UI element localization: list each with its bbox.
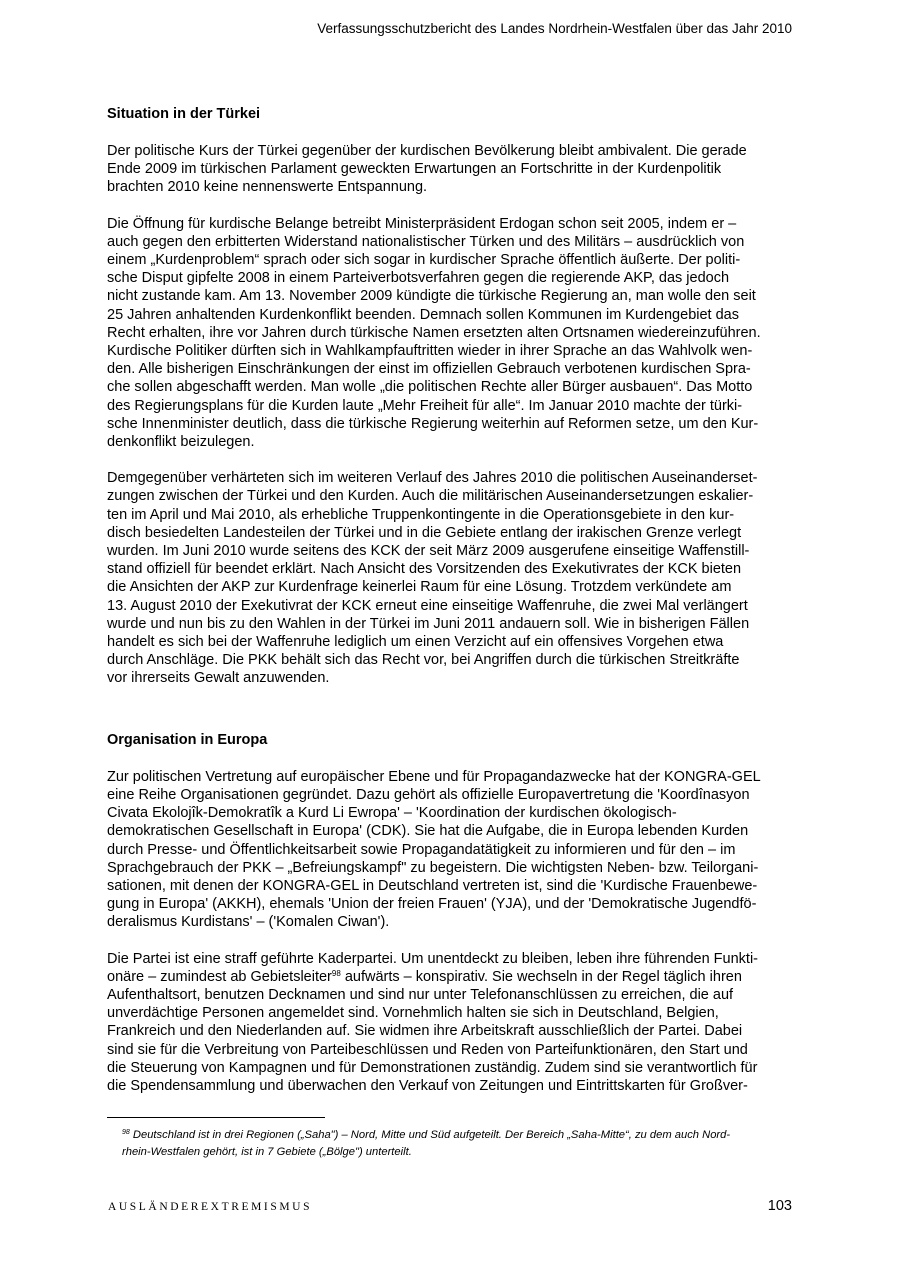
text-line: den. Alle bisherigen Einschränkungen der einst im offiziellen Gebrauch verbotenen kurdischen Spra- [107,361,751,378]
text-line: eine Reihe Organisationen gegründet. Dazu gehört als offizielle Europavertretung die 'Koordînasyon [107,786,750,803]
text-line: Recht erhalten, ihre vor Jahren durch türkische Namen ersetzten alten Ortsnamen wiedereinzuführen. [107,324,761,341]
paragraph [107,768,793,932]
text-line: die Steuerung von Kampagnen und für Demonstrationen zuständig. Zudem sind sie verantwortlich für [107,1059,758,1076]
page-number: 103 [767,1198,792,1214]
text-line: wurden. Im Juni 2010 wurde seitens des KCK der seit März 2009 ausgerufene einseitige Waffenstill- [107,543,750,560]
footnote-divider [107,1117,325,1118]
text-line: Demgegenüber verhärteten sich im weiteren Verlauf des Jahres 2010 die politischen Auseinanderset- [107,470,758,487]
text-line: unverdächtige Personen angemeldet sind. Vornehmlich halten sie sich in Deutschland, Belgien, [107,1005,719,1022]
text-line: deralismus Kurdistans' – ('Komalen Ciwan'). [107,914,390,931]
paragraph [107,215,793,452]
paragraph [107,950,793,1096]
text-line [107,968,793,986]
text-line: die Spendensammlung und überwachen den Verkauf von Zeitungen und Eintrittskarten für Großver- [107,1077,748,1094]
text-line: Frankreich und den Niederlanden auf. Sie widmen ihre Arbeitskraft ausschließlich der Partei. Dabei [107,1023,743,1040]
text-line: Die Partei ist eine straff geführte Kaderpartei. Um unentdeckt zu bleiben, leben ihre führenden Funkti- [107,950,758,967]
footnote [122,1127,730,1161]
text-line: 25 Jahren anhaltenden Kurdenkonflikt beenden. Demnach sollen Kommunen im Kurdengebiet das [107,306,739,323]
text-fragment: aufwärts – konspirativ. Sie wechseln in der Regel täglich ihren [340,968,742,985]
footnote-text: Deutschland ist in drei Regionen („Saha") – Nord, Mitte und Süd aufgeteilt. Der Bereich „Saha-Mitte“, zu dem auch Nord- [129,1129,731,1141]
text-fragment: onäre – zumindest ab Gebietsleiter [107,968,332,985]
text-line: denkonflikt beizulegen. [107,434,255,451]
text-line: wurde und nun bis zu den Wahlen in der Türkei im Juni 2011 andauern soll. Wie in bisherigen Fällen [107,615,750,632]
text-line: zungen zwischen der Türkei und den Kurden. Auch die militärischen Auseinandersetzungen eskalier- [107,488,754,505]
text-line: brachten 2010 keine nennenswerte Entspannung. [107,179,428,196]
text-line: des Regierungsplans für die Kurden laute „Mehr Freiheit für alle“. Im Januar 2010 machte der türki- [107,397,743,414]
text-line: durch Presse- und Öffentlichkeitsarbeit sowie Propagandatätigkeit zu informieren und für den – im [107,841,736,858]
text-line: vor ihrerseits Gewalt anzuwenden. [107,670,330,687]
text-line: sationen, mit denen der KONGRA-GEL in Deutschland vertreten ist, sind die 'Kurdische Frauenbewe- [107,877,758,894]
footnote-line [122,1127,730,1144]
running-header: Verfassungsschutzbericht des Landes Nordrhein-Westfalen über das Jahr 2010 [317,21,792,36]
text-line: demokratischen Gesellschaft in Europa' (CDK). Sie hat die Aufgabe, die in Europa lebenden Kurden [107,823,749,840]
section-heading-europe: Organisation in Europa [107,731,268,748]
text-line: sche Innenminister deutlich, dass die türkische Regierung weiterhin auf Reformen setze, um den Kur- [107,415,759,432]
text-line: disch besiedelten Landesteilen der Türkei und in die Gebiete entlang der irakischen Grenze verlegt [107,524,742,541]
text-line: sche Disput gipfelte 2008 in einem Parteiverbotsverfahren gegen die regierende AKP, das jedoch [107,270,730,287]
footnote-reference[interactable]: 98 [331,968,341,978]
text-line: einem „Kurdenproblem“ sprach oder sich sogar in kurdischer Sprache öffentlich äußerte. Der politi- [107,252,741,269]
text-line: die Ansichten der AKP zur Kurdenfrage keinerlei Raum für eine Lösung. Trotzdem verkündete am [107,579,732,596]
text-line: Zur politischen Vertretung auf europäischer Ebene und für Propagandazwecke hat der KONGRA-GEL [107,768,761,785]
paragraph [107,142,793,197]
paragraph-continuation [107,986,793,1095]
text-line: che sollen abgeschafft werden. Man wolle „die politischen Rechte aller Bürger ausbauen“. Das Motto [107,379,753,396]
footnote-line: rhein-Westfalen gehört, ist in 7 Gebiete („Bölge") unterteilt. [122,1146,412,1158]
text-line: ten im April und Mai 2010, als erhebliche Truppenkontingente in die Operationsgebiete in den kur- [107,506,735,523]
text-line: sind sie für die Verbreitung von Parteibeschlüssen und Reden von Parteifunktionären, den Start und [107,1041,748,1058]
text-line: Die Öffnung für kurdische Belange betreibt Ministerpräsident Erdogan schon seit 2005, indem er – [107,215,737,232]
text-line: Der politische Kurs der Türkei gegenüber der kurdischen Bevölkerung bleibt ambivalent. Die gerade [107,143,747,159]
text-line: Ende 2009 im türkischen Parlament geweckten Erwartungen an Fortschritte in der Kurdenpolitik [107,161,722,178]
text-line: Kurdische Politiker dürften sich in Wahlkampfauftritten wieder in ihrer Sprache an das Wahlvolk wen- [107,343,753,360]
text-line: durch Anschläge. Die PKK behält sich das Recht vor, bei Angriffen durch die türkischen Streitkräfte [107,652,740,669]
footnote-number: 98 [122,1129,130,1136]
footer-section-label: AUSLÄNDEREXTREMISMUS [108,1201,313,1213]
page-body [107,106,793,1113]
text-line: 13. August 2010 der Exekutivrat der KCK erneut eine einseitige Waffenruhe, die zwei Mal verlängert [107,597,748,614]
text-line: Civata Ekolojîk-Demokratîk a Kurd Li Ewropa' – 'Koordination der kurdischen ökologisch- [107,805,677,822]
text-line: gung in Europa' (AKKH), ehemals 'Union der freien Frauen' (YJA), und der 'Demokratische Jugendfö- [107,896,757,913]
text-line: Sprachgebrauch der PKK – „Befreiungskampf" zu begeistern. Die wichtigsten Neben- bzw. Teilorgani- [107,859,759,876]
section-heading-turkey: Situation in der Türkei [107,106,261,122]
text-line: Aufenthaltsort, benutzen Decknamen und sind nur unter Telefonanschlüssen zu erreichen, die auf [107,986,734,1003]
text-line: auch gegen den erbitterten Widerstand nationalistischer Türken und des Militärs – ausdrücklich von [107,233,745,250]
text-line: handelt es sich bei der Waffenruhe lediglich um einen Verzicht auf ein offensives Vorgehen etwa [107,634,724,651]
text-line: nicht zustande kam. Am 13. November 2009 kündigte die türkische Regierung an, man wolle den seit [107,288,756,305]
paragraph [107,469,793,687]
text-line: stand offiziell für beendet erklärt. Nach Ansicht des Vorsitzenden des Exekutivrates der KCK bieten [107,561,742,578]
